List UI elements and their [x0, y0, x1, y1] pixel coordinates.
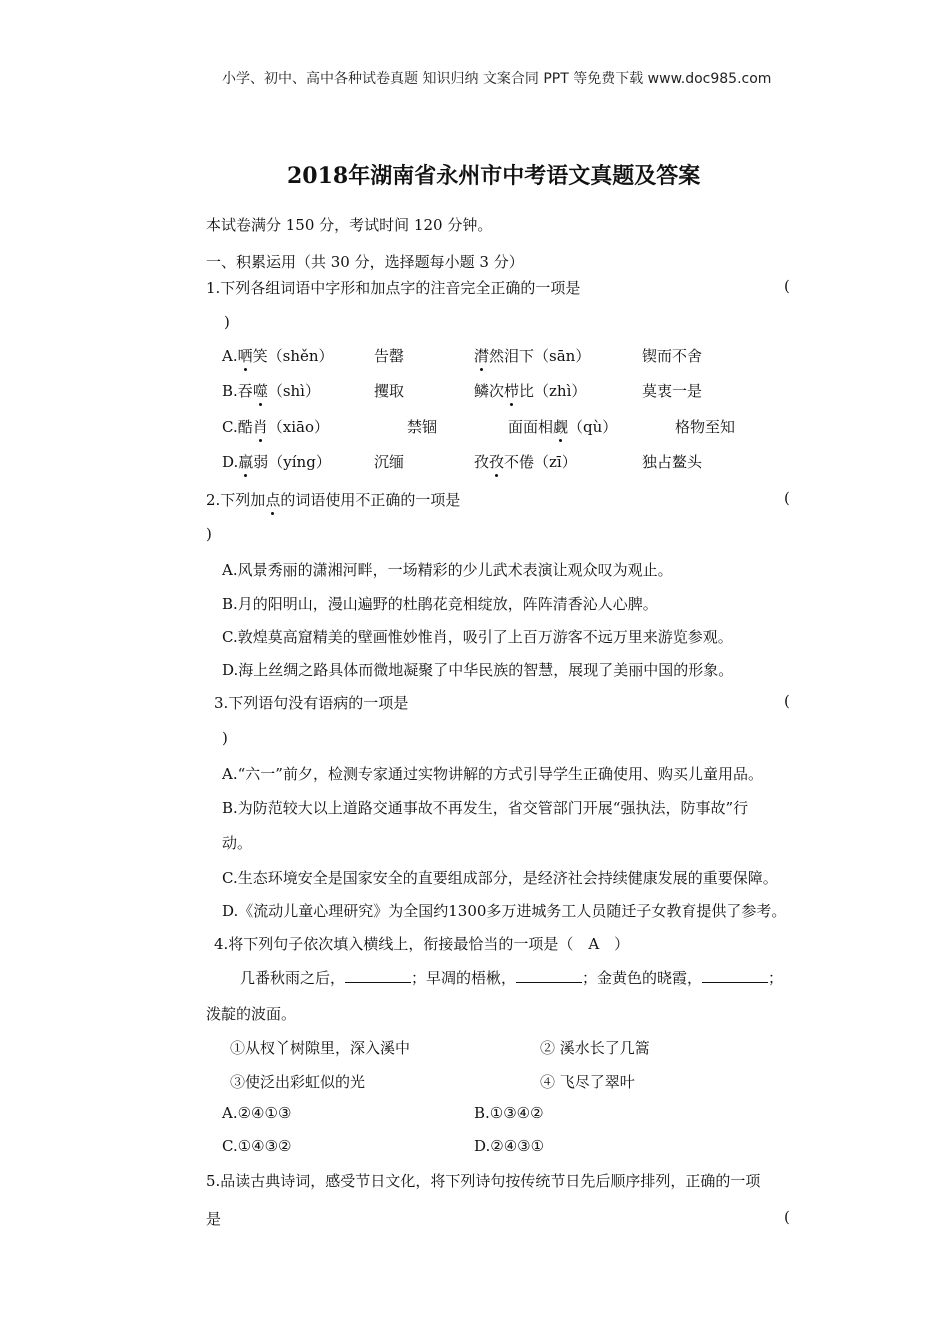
question-3-paren-close: ) [222, 729, 228, 747]
q1-a-word-3: 潸然泪下（sān） [474, 347, 591, 365]
q3-option-a[interactable]: A.“六一”前夕，检测专家通过实物讲解的方式引导学生正确使用、购买儿童用品。 [222, 765, 763, 783]
q2-option-d[interactable]: D.海上丝绸之路具体而微地凝聚了中华民族的智慧，展现了美丽中国的形象。 [222, 661, 734, 679]
q1-c-word-4: 格物至知 [675, 418, 736, 436]
question-2-stem: 2.下列加点的词语使用不正确的一项是 [206, 491, 461, 509]
q1-d-word-4: 独占鳌头 [642, 453, 703, 471]
site-header: 小学、初中、高中各种试卷真题 知识归纳 文案合同 PPT 等免费下载 www.doc985.com [222, 71, 772, 87]
q1-a-word-4: 锲而不舍 [642, 347, 703, 365]
q1-b-word-3: 鳞次栉比（zhì） [474, 382, 587, 400]
question-5-stem: 5.品读古典诗词，感受节日文化，将下列诗句按传统节日先后顺序排列，正确的一项 [206, 1172, 761, 1190]
exam-intro: 本试卷满分 150 分，考试时间 120 分钟。 [206, 216, 493, 234]
q1-option-c[interactable]: C.酷肖（xiāo） [222, 418, 329, 436]
q4-option-b[interactable]: B.①③④② [474, 1104, 544, 1122]
q1-b-word-2: 攫取 [374, 382, 405, 400]
dotted-char: 栉 [504, 382, 520, 400]
question-2-paren-close: ) [206, 525, 212, 543]
option-label: C. [222, 418, 238, 436]
fill-blank[interactable] [702, 981, 768, 983]
dotted-char: 羸 [238, 453, 254, 471]
q1-d-word-2: 沉缅 [374, 453, 405, 471]
q4-passage-line-2: 泼靛的波面。 [206, 1005, 297, 1023]
q2-option-b[interactable]: B.月的阳明山，漫山遍野的杜鹃花竞相绽放，阵阵清香沁人心脾。 [222, 595, 658, 613]
q3-option-d[interactable]: D.《流动儿童心理研究》为全国约1300多万进城务工人员随迁子女教育提供了参考。 [222, 902, 787, 920]
fill-blank[interactable] [516, 981, 582, 983]
dotted-char: 肖 [252, 418, 268, 436]
question-3-paren-open: ( [784, 692, 790, 710]
q4-sentence-2: ② 溪水长了几篙 [540, 1039, 650, 1057]
question-1-paren-open: ( [784, 277, 790, 295]
q4-sentence-4: ④ 飞尽了翠叶 [540, 1073, 635, 1091]
q4-sentence-1: ①从杈丫树隙里，深入溪中 [230, 1039, 411, 1057]
q1-c-word-2: 禁锢 [407, 418, 438, 436]
q1-option-d[interactable]: D.羸弱（yíng） [222, 453, 331, 471]
q1-d-word-3: 孜孜不倦（zī） [474, 453, 577, 471]
q4-option-a[interactable]: A.②④①③ [222, 1104, 292, 1122]
q3-option-b[interactable]: B.为防范较大以上道路交通事故不再发生，省交管部门开展“强执法，防事故”行 [222, 799, 749, 817]
option-label: B. [222, 382, 238, 400]
q3-option-c[interactable]: C.生态环境安全是国家安全的直要组成部分，是经济社会持续健康发展的重要保障。 [222, 869, 778, 887]
q4-option-c[interactable]: C.①④③② [222, 1137, 292, 1155]
section-heading: 一、积累运用（共 30 分，选择题每小题 3 分） [206, 253, 524, 271]
question-1-stem: 1.下列各组词语中字形和加点字的注音完全正确的一项是 [206, 279, 581, 297]
page-title: 2018年湖南省永州市中考语文真题及答案 [287, 163, 701, 189]
question-4-stem: 4.将下列句子依次填入横线上，衔接最恰当的一项是（ A ） [214, 935, 630, 953]
q3-option-b-cont: 动。 [222, 834, 253, 852]
q1-c-word-3: 面面相觑（qù） [508, 418, 618, 436]
option-label: A. [222, 347, 238, 365]
dotted-char: 孜 [489, 453, 505, 471]
q4-passage: 几番秋雨之后， ；早凋的梧楸， ；金黄色的晓霞， ； [240, 969, 784, 987]
q2-option-a[interactable]: A.风景秀丽的潇湘河畔，一场精彩的少儿武术表演让观众叹为观止。 [222, 561, 673, 579]
q1-a-word-2: 告罄 [374, 347, 405, 365]
option-label: D. [222, 453, 239, 471]
q1-b-word-4: 莫衷一是 [642, 382, 703, 400]
question-1-paren-close: ) [224, 313, 230, 331]
dotted-char: 哂 [237, 347, 253, 365]
q2-option-c[interactable]: C.敦煌莫高窟精美的壁画惟妙惟肖，吸引了上百万游客不远万里来游览参观。 [222, 628, 733, 646]
dotted-char: 点 [265, 491, 281, 509]
question-5-paren-open: ( [784, 1208, 790, 1226]
fill-blank[interactable] [345, 981, 411, 983]
dotted-char: 潸 [474, 347, 490, 365]
dotted-char: 觑 [553, 418, 569, 436]
question-3-stem: 3.下列语句没有语病的一项是 [214, 694, 409, 712]
question-2-paren-open: ( [784, 489, 790, 507]
q4-option-d[interactable]: D.②④③① [474, 1137, 545, 1155]
question-5-stem-cont: 是 [206, 1210, 222, 1228]
q4-sentence-3: ③使泛出彩虹似的光 [230, 1073, 366, 1091]
q1-option-b[interactable]: B.吞噬（shì） [222, 382, 320, 400]
dotted-char: 噬 [252, 382, 268, 400]
q1-option-a[interactable]: A.哂笑（shěn） [222, 347, 334, 365]
